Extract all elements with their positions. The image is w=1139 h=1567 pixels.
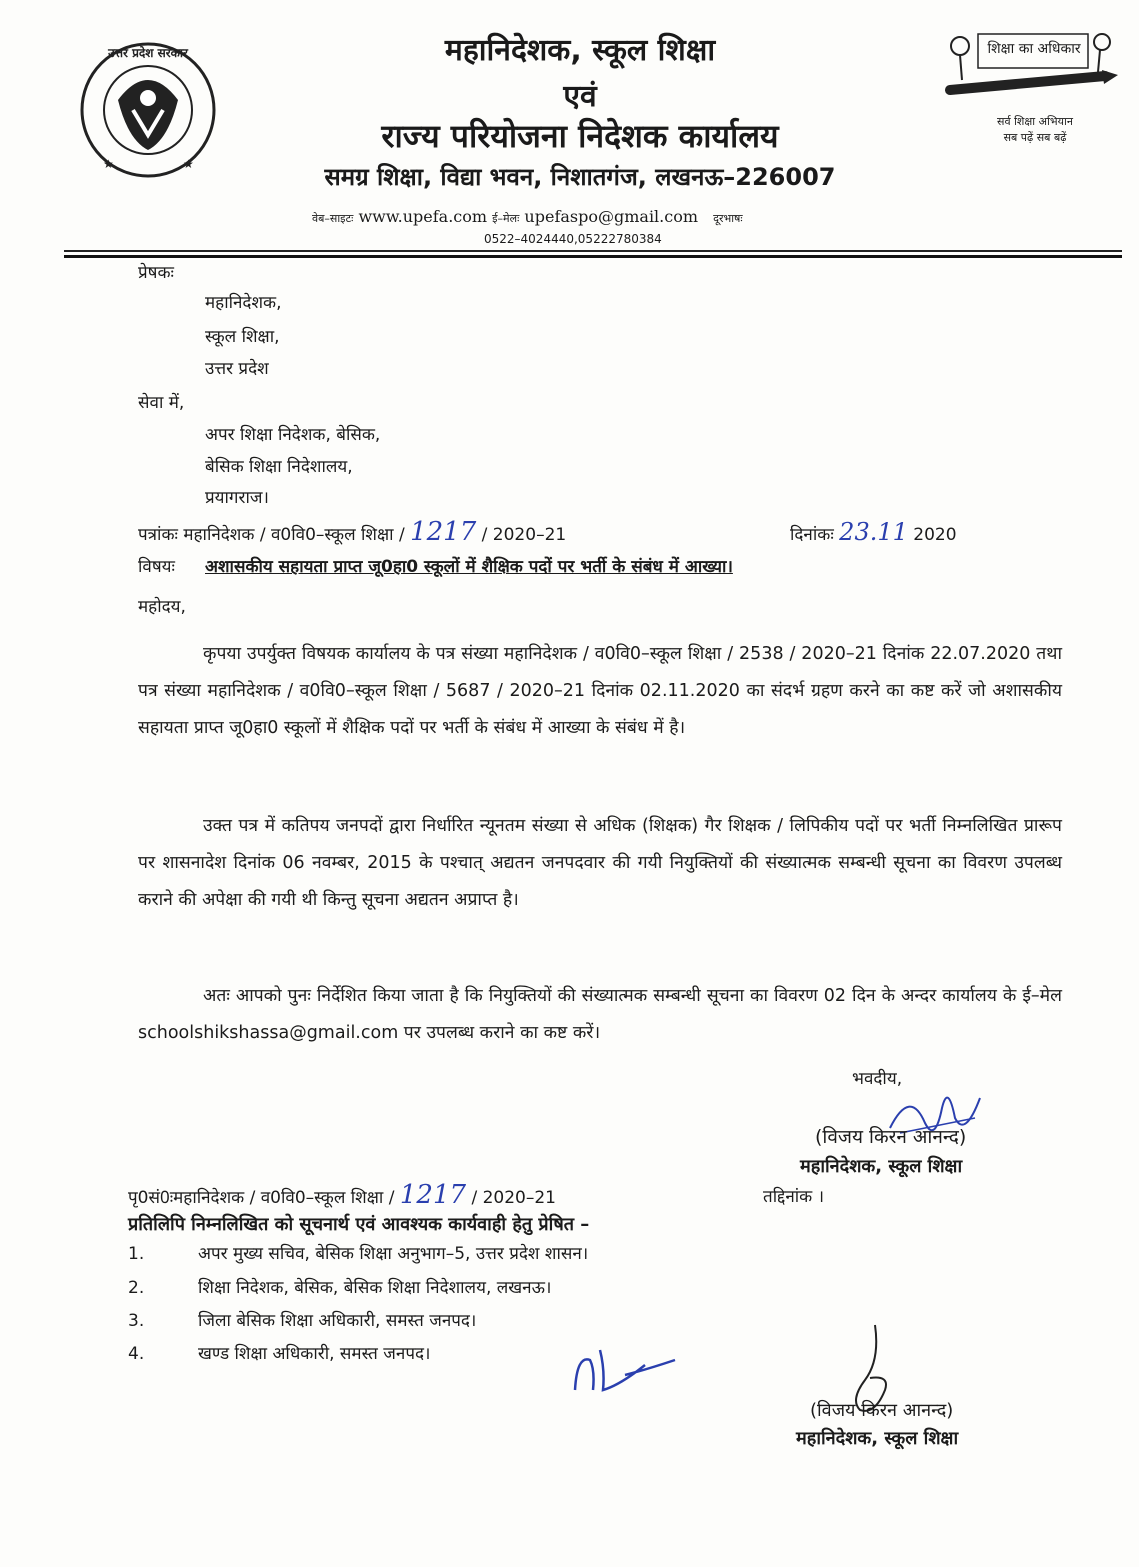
header-address: समग्र शिक्षा, विद्या भवन, निशातगंज, लखनऊ–226007 [324,163,836,191]
date-label: दिनांकः [790,525,834,545]
recipient-label: सेवा में, [138,393,185,413]
copy-reference-line [128,1180,556,1210]
copy-item-2-num: 2. [128,1278,145,1298]
copy-item-1-text: अपर मुख्य सचिव, बेसिक शिक्षा अनुभाग–5, उत्तर प्रदेश शासन। [198,1244,589,1264]
svg-text:★: ★ [103,157,114,171]
copy-item-3-num: 3. [128,1311,145,1331]
website: www.upefa.com [358,207,488,226]
copy-item-1-num: 1. [128,1244,145,1264]
paragraph-3-text: अतः आपको पुनः निर्देशित किया जाता है कि नियुक्तियों की संख्यात्मक सम्बन्धी सूचना का विवरण 02 दिन के अन्दर कार्यालय के ई–मेल schoolshikshassa@gmail.com पर उपलब्ध कराने का कष्ट करें। [138,986,1062,1043]
phone-label: दूरभाषः [713,212,743,225]
recipient-line-3: प्रयागराज। [205,488,269,508]
signatory-designation-1: महानिदेशक, स्कूल शिक्षा [800,1156,963,1177]
signatory-designation-2: महानिदेशक, स्कूल शिक्षा [796,1428,959,1449]
email: upefaspo@gmail.com [524,207,699,226]
logo-banner-text: शिक्षा का अधिकार [987,41,1081,57]
handwritten-initials [565,1330,685,1400]
header-conjunction: एवं [563,79,597,114]
copy-item-4-num: 4. [128,1344,145,1364]
recipient-line-2: बेसिक शिक्षा निदेशालय, [205,457,353,477]
sender-line-1: महानिदेशक, [205,293,282,313]
subject-label: विषयः [138,557,175,577]
logo-caption-2: सब पढ़ें सब बढ़ें [1003,131,1067,144]
copy-ref-handwritten-number: 1217 [399,1180,467,1210]
copy-item-3-text: जिला बेसिक शिक्षा अधिकारी, समस्त जनपद। [198,1311,477,1331]
copy-ref-suffix: / 2020–21 [471,1188,556,1208]
up-government-emblem [78,40,218,180]
paragraph-1 [138,636,1062,747]
ref-suffix: / 2020–21 [481,525,567,545]
date-year: 2020 [913,525,957,545]
ref-label: पत्रांकः [138,525,178,545]
header-title: महानिदेशक, स्कूल शिक्षा [444,33,716,68]
ref-prefix: महानिदेशक / व0वि0–स्कूल शिक्षा / [183,525,405,545]
handwritten-date: 23.11 [839,518,908,546]
header-office-name: राज्य परियोजना निदेशक कार्यालय [381,117,779,155]
phone-number: 0522–4024440,05222780384 [484,232,662,246]
signatory-name-1: (विजय किरन आनन्द) [815,1126,967,1148]
contact-line [312,207,912,226]
recipient-line-1: अपर शिक्षा निदेशक, बेसिक, [205,425,381,445]
subject-text: अशासकीय सहायता प्राप्त जू0हा0 स्कूलों में शैक्षिक पदों पर भर्ती के संबंध में आख्या। [205,557,733,577]
salutation: महोदय, [138,597,186,617]
signatory-name-2: (विजय किरन आनन्द) [810,1400,954,1421]
paragraph-3 [138,978,1062,1052]
sender-line-2: स्कूल शिक्षा, [205,327,280,347]
ref-handwritten-number: 1217 [410,517,477,547]
svg-text:★: ★ [183,157,194,171]
sender-line-3: उत्तर प्रदेश [205,359,269,379]
header-divider-thick [64,255,1122,258]
sender-label: प्रेषकः [138,263,174,283]
website-label: वेब–साइटः [312,212,354,225]
copy-item-2-text: शिक्षा निदेशक, बेसिक, बेसिक शिक्षा निदेशालय, लखनऊ। [198,1278,552,1298]
paragraph-2 [138,808,1062,919]
copy-ref-prefix: पृ0सं0ःमहानिदेशक / व0वि0–स्कूल शिक्षा / [128,1188,395,1208]
copy-item-4-text: खण्ड शिक्षा अधिकारी, समस्त जनपद। [198,1344,431,1364]
paragraph-1-text: कृपया उपर्युक्त विषयक कार्यालय के पत्र संख्या महानिदेशक / व0वि0–स्कूल शिक्षा / 2538 / 2020–21 दिनांक 22.07.2020 तथा पत्र संख्या महानिदेशक / व0वि0–स्कूल शिक्षा / 5687 / 2020–21 दिनांक 02.11.2020 का संदर्भ ग्रहण करने का कष्ट करें जो अशासकीय सहायता प्राप्त जू0हा0 स्कूलों में शैक्षिक पदों पर भर्ती के संबंध में आख्या के संबंध में है। [138,644,1062,738]
closing: भवदीय, [852,1069,903,1089]
copy-heading: प्रतिलिपि निम्नलिखित को सूचनार्थ एवं आवश्यक कार्यवाही हेतु प्रेषित – [128,1214,590,1235]
paragraph-2-text: उक्त पत्र में कतिपय जनपदों द्वारा निर्धारित न्यूनतम संख्या से अधिक (शिक्षक) गैर शिक्षक / लिपिकीय पदों पर भर्ती निम्नलिखित प्रारूप पर शासनादेश दिनांक 06 नवम्बर, 2015 के पश्चात् अद्यतन जनपदवार की गयी नियुक्तियों की संख्यात्मक सम्बन्धी सूचना का विवरण उपलब्ध कराने की अपेक्षा की गयी थी किन्तु सूचना अद्यतन अप्राप्त है। [138,816,1062,910]
copy-date: तद्दिनांक । [763,1187,825,1207]
ref-date [790,518,957,546]
header-divider-thin [64,250,1122,252]
logo-caption-1: सर्व शिक्षा अभियान [997,115,1073,128]
emblem-text: उत्तर प्रदेश सरकार [108,46,188,60]
email-label: ई–मेलः [492,212,520,225]
